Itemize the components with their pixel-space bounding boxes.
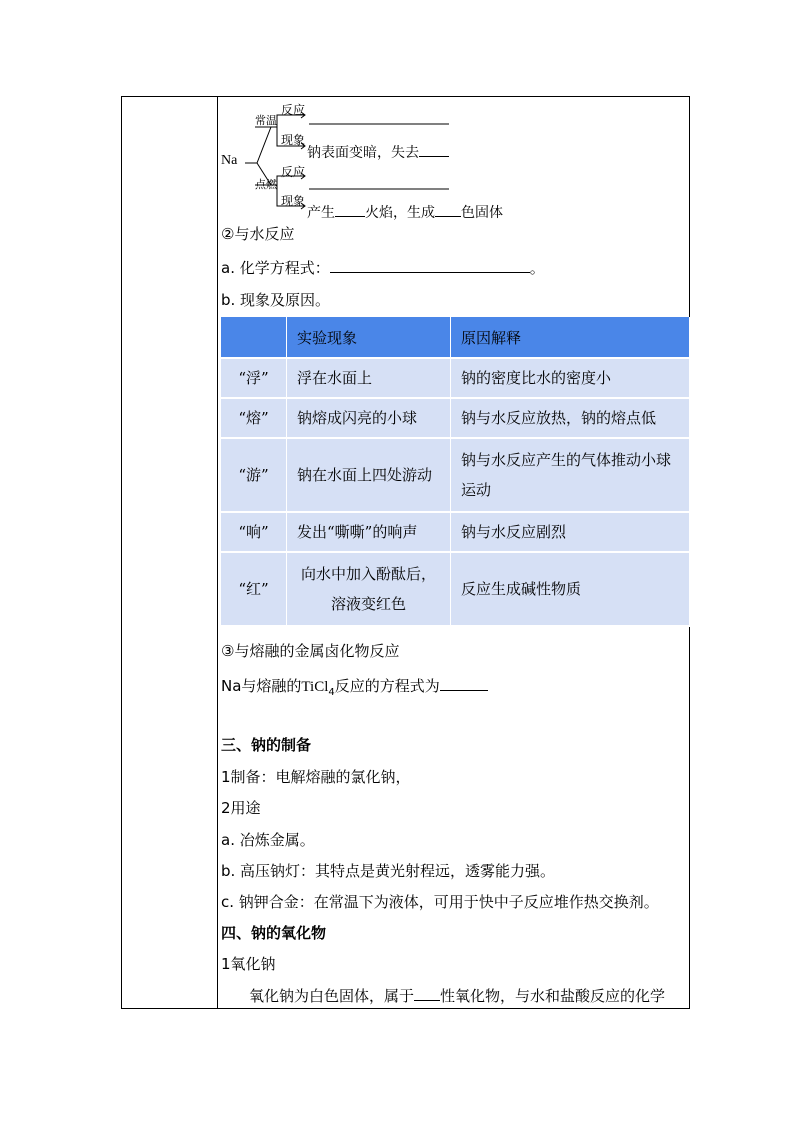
table-row (221, 399, 690, 439)
water-line-a-text: a. 化学方程式： (221, 259, 330, 277)
table-row (221, 439, 690, 513)
table-cell-reason: 反应生成碱性物质 (451, 553, 690, 627)
left-column (122, 97, 218, 1008)
halide-line (221, 675, 488, 703)
content-cell (219, 97, 691, 1008)
section4-para-a: 氧化钠为白色固体，属于 (249, 987, 415, 1005)
table-cell-key: “红” (221, 553, 287, 627)
halide-formula-sub: 4 (328, 687, 335, 698)
diagram-upper-condition: 常温 (255, 114, 277, 127)
water-line-a (221, 257, 545, 278)
lower-phenomenon-text-a: 产生 (307, 205, 335, 221)
table-row (221, 359, 690, 399)
diagram-upper-phenomenon-label: 现象 (281, 133, 306, 147)
table-cell-reason: 钠与水反应放热，钠的熔点低 (451, 399, 690, 439)
diagram-lower-phenomenon-text (307, 201, 503, 222)
table-cell-reason: 钠与水反应产生的气体推动小球运动 (451, 439, 690, 513)
diagram-lower-condition: 点燃 (255, 178, 277, 191)
section4-item1: 1氧化钠 (221, 955, 276, 973)
diagram-branch-line-upper (245, 127, 271, 163)
section4-para-b: 性氧化物，与水和盐酸反应的化学 (440, 987, 666, 1005)
diagram-upper-reaction-label: 反应 (281, 103, 306, 117)
section4-paragraph (249, 985, 665, 1006)
table-cell-key: “浮” (221, 359, 287, 399)
table-header-cell: 实验现象 (287, 317, 451, 359)
table-cell-reason: 钠与水反应剧烈 (451, 513, 690, 553)
diagram-lower-reaction-label: 反应 (281, 165, 306, 179)
water-line-b: b. 现象及原因。 (221, 291, 331, 309)
blank-oxide-type (414, 985, 440, 1001)
table-cell-phenomenon: 向水中加入酚酞后，溶液变红色 (287, 553, 451, 627)
blank-solid-color (435, 201, 461, 217)
section3-item-a: a. 冶炼金属。 (221, 831, 315, 849)
table-cell-key: “游” (221, 439, 287, 513)
section3-item1: 1制备：电解熔融的氯化钠， (221, 768, 411, 786)
halide-formula: TiCl (301, 679, 329, 695)
lower-phenomenon-text-b: 火焰，生成 (365, 205, 435, 221)
table-cell-phenomenon: 浮在水面上 (287, 359, 451, 399)
outer-table (121, 96, 690, 1009)
blank-halide-equation (440, 675, 488, 691)
table-cell-phenomenon: 钠在水面上四处游动 (287, 439, 451, 513)
experiment-table (221, 317, 690, 627)
halide-line-prefix: Na与熔融的 (221, 677, 302, 695)
water-line-a-end: 。 (529, 259, 545, 277)
section3-item2: 2用途 (221, 799, 261, 817)
table-cell-phenomenon: 发出“嘶嘶”的响声 (287, 513, 451, 553)
blank-upper-lose (419, 141, 449, 157)
table-header-row (221, 317, 690, 359)
table-row (221, 553, 690, 627)
table-header-cell (221, 317, 287, 359)
blank-equation (330, 257, 530, 273)
upper-phenomenon-text-a: 钠表面变暗，失去 (307, 145, 419, 161)
lower-phenomenon-text-c: 色固体 (461, 205, 503, 221)
diagram-upper-phenomenon-text (307, 141, 449, 162)
halide-heading: ③与熔融的金属卤化物反应 (221, 642, 400, 660)
table-header-cell: 原因解释 (451, 317, 690, 359)
diagram-lower-phenomenon-label: 现象 (281, 194, 306, 208)
section4-heading: 四、钠的氧化物 (221, 924, 327, 942)
table-cell-key: “熔” (221, 399, 287, 439)
blank-flame-color (335, 201, 365, 217)
section3-item-c: c. 钠钾合金：在常温下为液体，可用于快中子反应堆作热交换剂。 (221, 893, 659, 911)
table-row (221, 513, 690, 553)
table-cell-key: “响” (221, 513, 287, 553)
table-cell-reason: 钠的密度比水的密度小 (451, 359, 690, 399)
section3-item-b: b. 高压钠灯：其特点是黄光射程远，透雾能力强。 (221, 862, 556, 880)
water-heading: ②与水反应 (221, 225, 295, 243)
halide-line-suffix: 反应的方程式为 (334, 677, 440, 695)
diagram-root: Na (221, 153, 238, 168)
section3-heading: 三、钠的制备 (221, 736, 312, 754)
table-cell-phenomenon: 钠熔成闪亮的小球 (287, 399, 451, 439)
